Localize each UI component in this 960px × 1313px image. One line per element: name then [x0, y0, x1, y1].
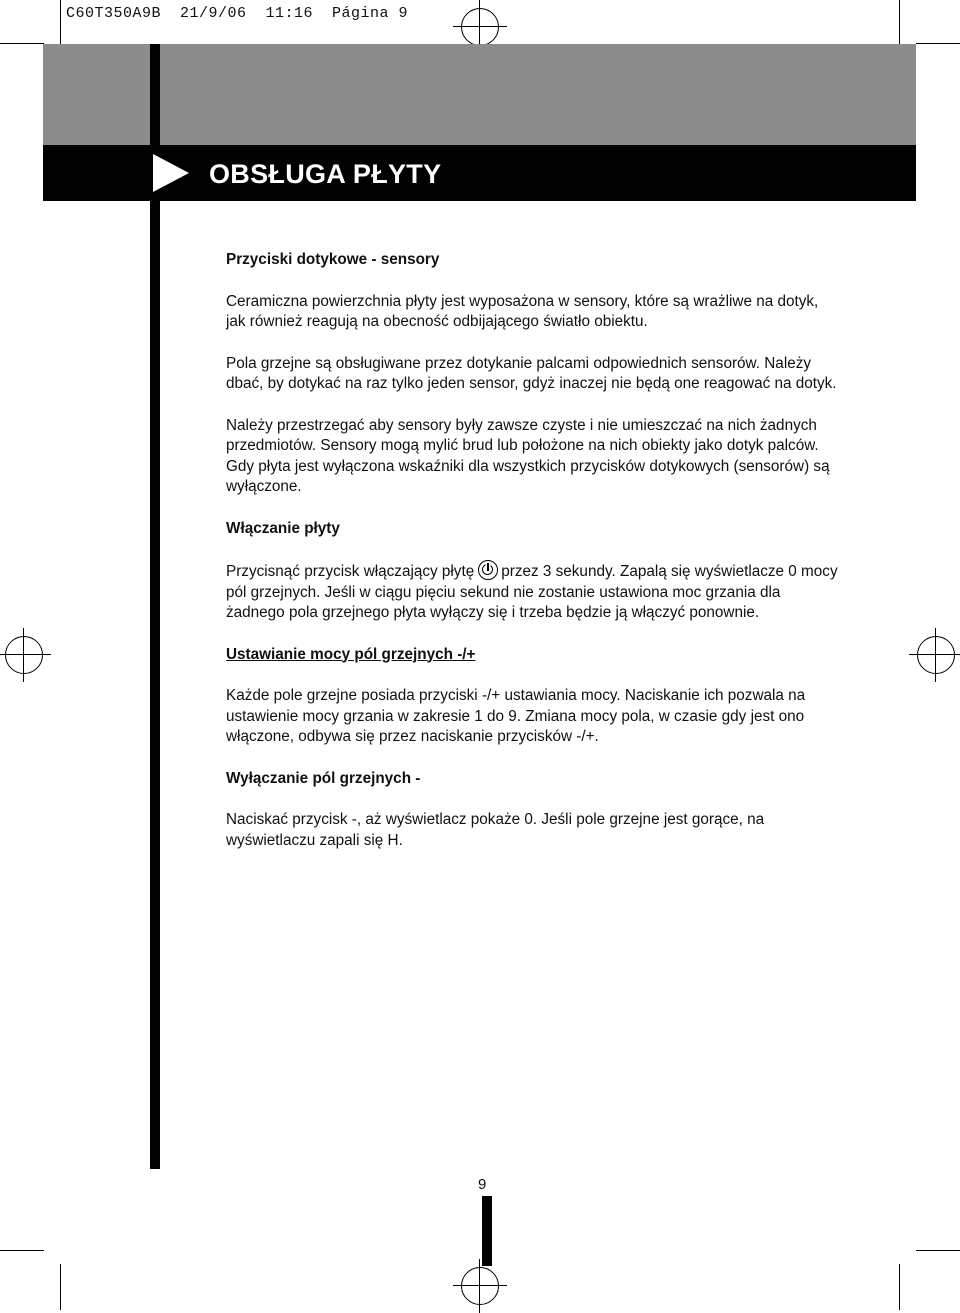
registration-mark-icon [917, 636, 955, 674]
section-heading-power-off: Wyłączanie pól grzejnych - [226, 769, 421, 787]
crop-mark [899, 1264, 900, 1310]
section-heading-power-set: Ustawianie mocy pól grzejnych -/+ [226, 645, 476, 663]
registration-mark-icon [461, 8, 499, 46]
power-icon [478, 560, 498, 580]
print-slug: C60T350A9B 21/9/06 11:16 Página 9 [66, 5, 409, 22]
page-number: 9 [478, 1176, 487, 1193]
paragraph: Każde pole grzejne posiada przyciski -/+ ustawiania mocy. Naciskanie ich pozwala na ustawienie mocy grzania w zakresie 1 do 9. Zmiana mocy pola, w czasie gdy jest ono włączone, odbywa się przez naciskanie przycisków -/+. [226, 687, 806, 745]
crop-mark [60, 0, 61, 44]
left-vertical-bar [150, 44, 160, 1169]
crop-mark [0, 1250, 44, 1251]
paragraph: Ceramiczna powierzchnia płyty jest wyposażona w sensory, które są wrażliwe na dotyk, jak również reagują na obecność odbijającego światło obiektu. [226, 292, 819, 330]
crop-mark [916, 1250, 960, 1251]
text-before-icon: Przycisnąć przycisk włączający płytę [226, 563, 475, 580]
text-after-icon: przez 3 sekundy. Zapalą się wyświetlacze 0 mocy pól grzejnych. Jeśli w ciągu pięciu sekund nie zostanie ustawiona moc grzania dla żadnego pola grzejnego płyta wyłączy się i trzeba będzie ją włączyć ponownie. [226, 563, 838, 621]
section-heading-sensors: Przyciski dotykowe - sensory [226, 251, 440, 268]
page-number-bar [482, 1196, 492, 1266]
header-gray-band [43, 44, 916, 145]
arrow-right-icon [153, 154, 189, 192]
crop-mark [60, 1264, 61, 1310]
crop-mark [899, 0, 900, 44]
paragraph: Należy przestrzegać aby sensory były zawsze czyste i nie umieszczać na nich żadnych przedmiotów. Sensory mogą mylić brud lub położone na nich obiekty jako dotyk palców. [226, 416, 819, 454]
crop-mark [0, 43, 44, 44]
registration-mark-icon [461, 1267, 499, 1305]
main-content [226, 250, 841, 872]
registration-mark-icon [5, 636, 43, 674]
crop-mark [916, 43, 960, 44]
paragraph: Naciskać przycisk -, aż wyświetlacz pokaże 0. Jeśli pole grzejne jest gorące, na wyświetlaczu zapali się H. [226, 811, 765, 849]
page-title: OBSŁUGA PŁYTY [209, 159, 442, 189]
section-heading-power-on: Włączanie płyty [226, 519, 340, 537]
paragraph: Gdy płyta jest wyłączona wskaźniki dla wszystkich przycisków dotykowych (sensorów) są wyłączone. [226, 457, 830, 495]
paragraph: Pola grzejne są obsługiwane przez dotykanie palcami odpowiednich sensorów. Należy dbać, by dotykać na raz tylko jeden sensor, gdyż inaczej nie będą one reagować na dotyk. [226, 354, 837, 392]
paragraph-power-on [226, 560, 841, 624]
